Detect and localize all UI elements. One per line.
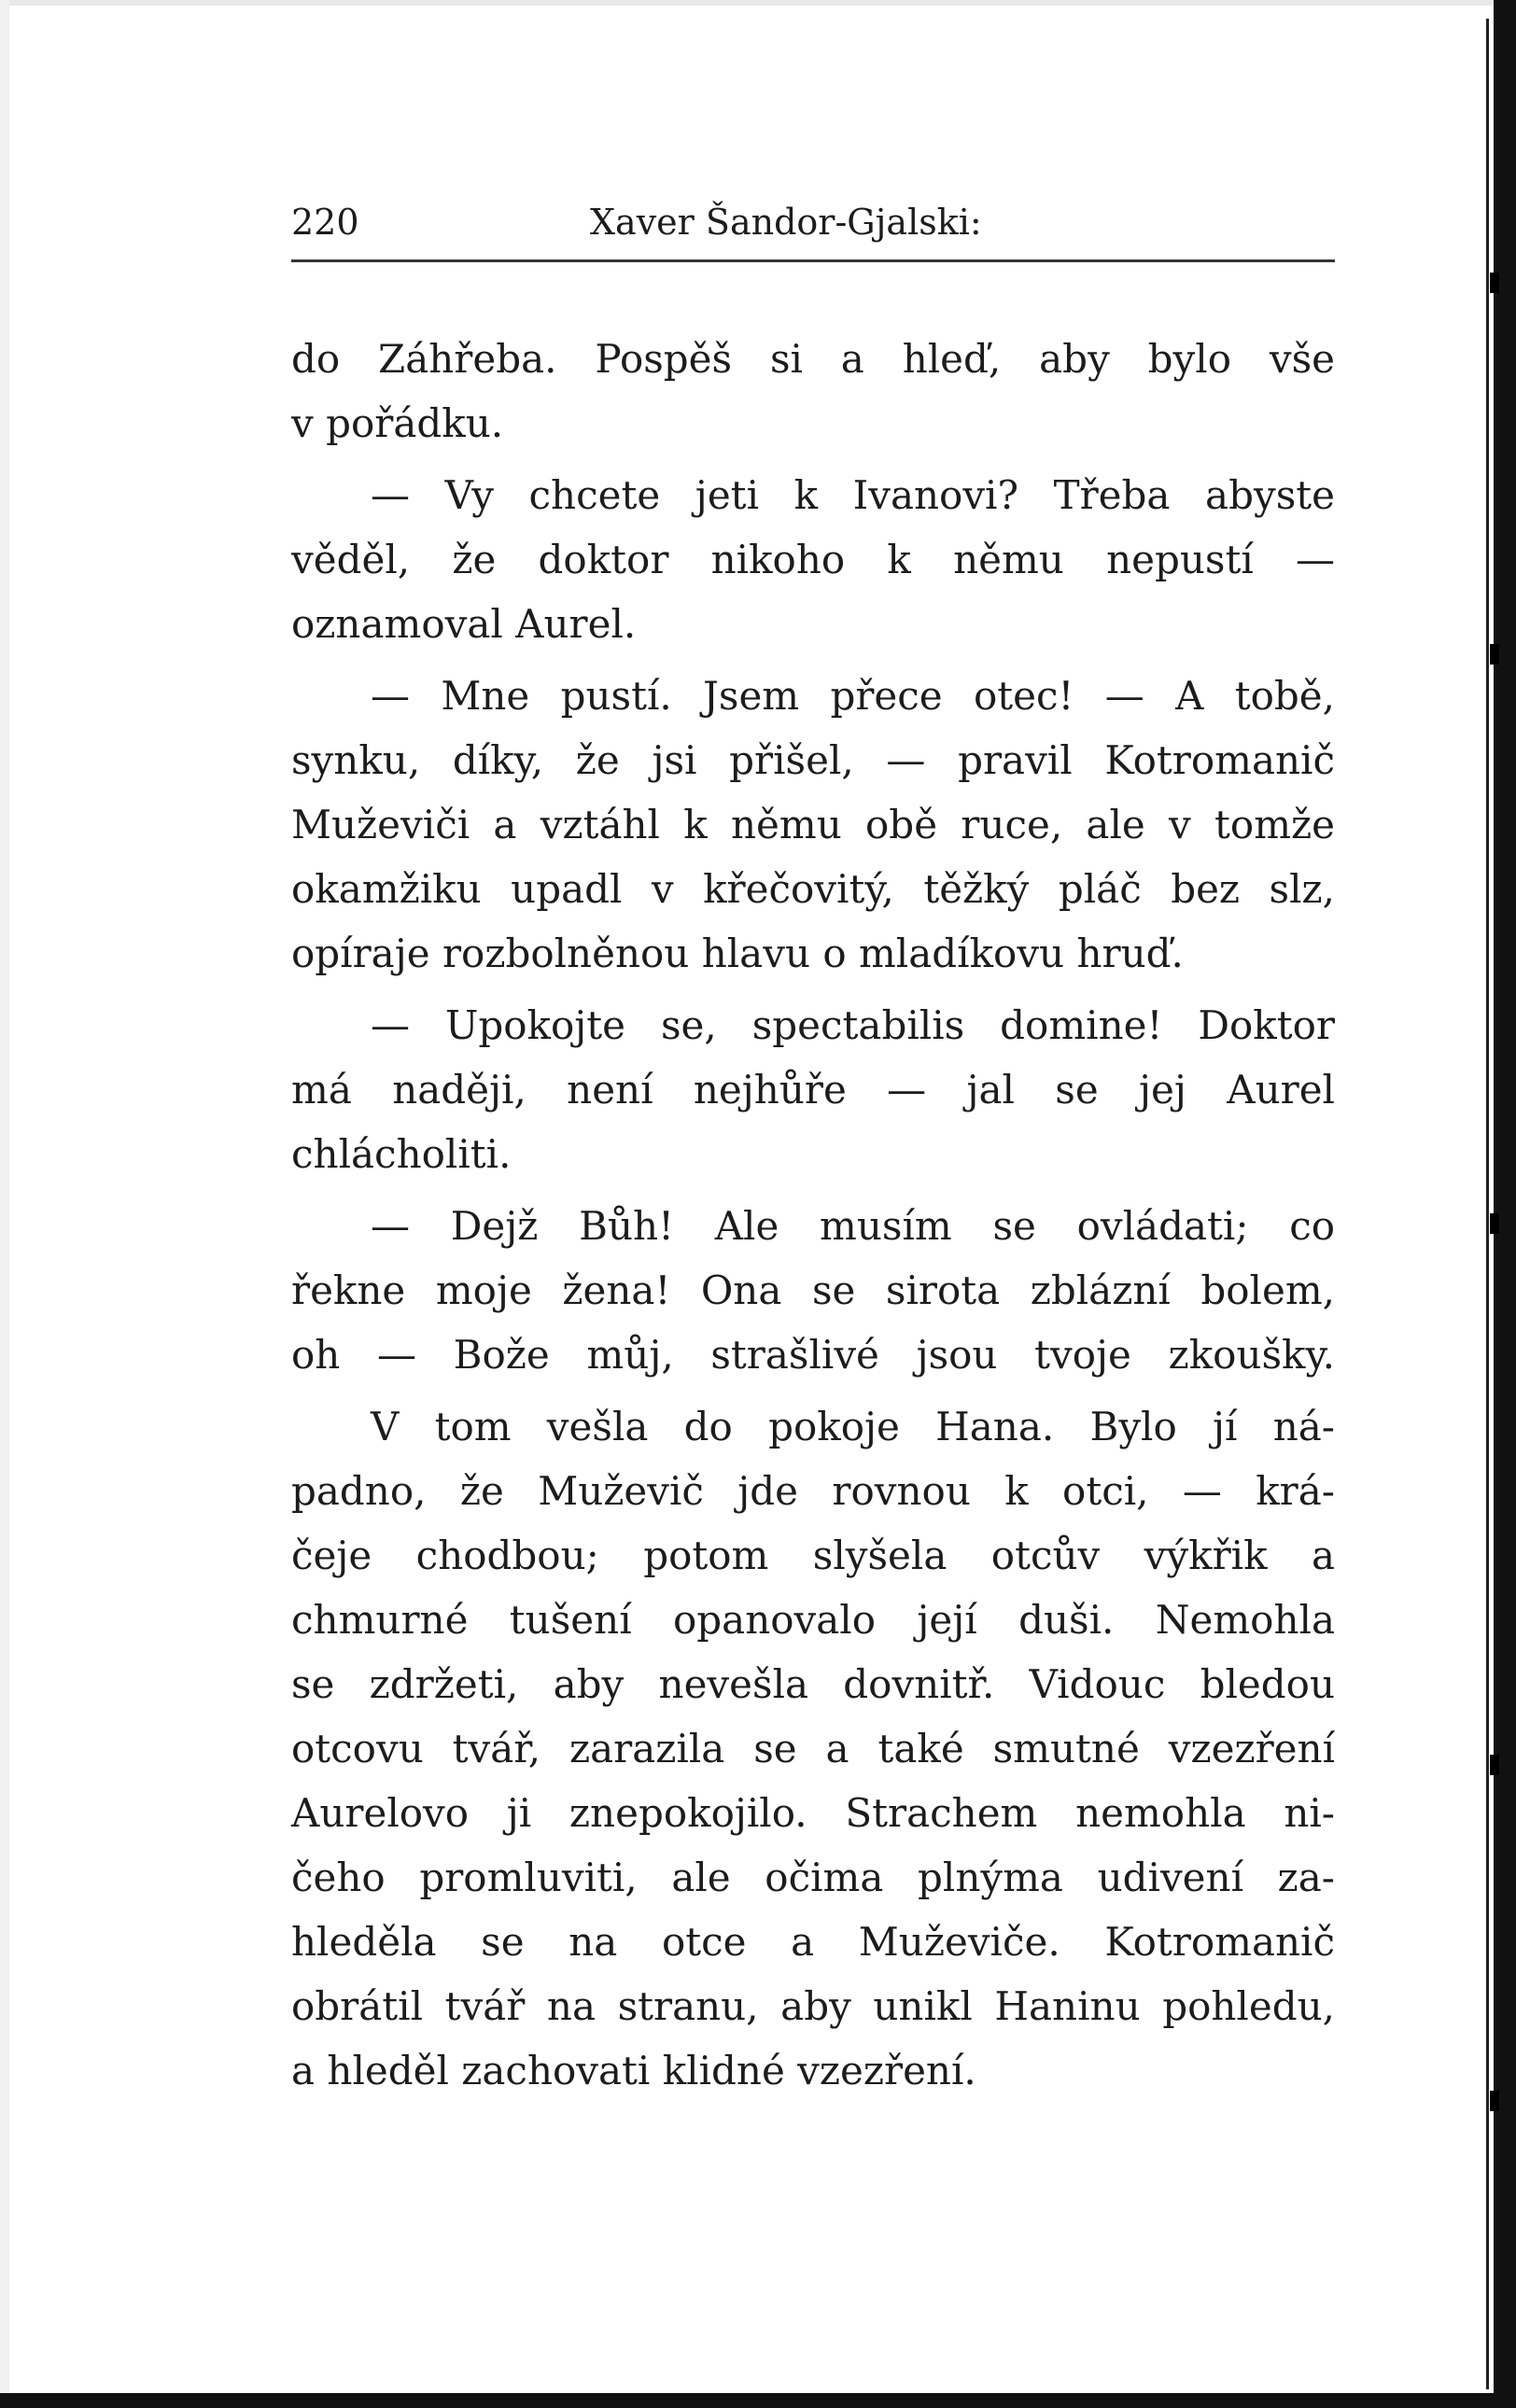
text-line: otcovu tvář, zarazila se a také smutné vzezření xyxy=(291,1726,1335,1771)
text-line: chmurné tušení opanovalo její duši. Nemohla xyxy=(291,1597,1335,1643)
scan-right-edge xyxy=(1494,0,1516,2408)
text-line: hleděla se na otce a Muževiče. Kotromanič xyxy=(291,1919,1335,1965)
paragraph xyxy=(291,463,1335,656)
scan-bottom-edge xyxy=(0,2393,1516,2408)
text-line: — Dejž Bůh! Ale musím se ovládati; co xyxy=(371,1203,1335,1249)
edge-mark xyxy=(1490,2091,1499,2111)
text-line: okamžiku upadl v křečovitý, těžký pláč bez slz, xyxy=(291,866,1335,912)
scan-top-edge xyxy=(0,0,1516,6)
text-line: V tom vešla do pokoje Hana. Bylo jí ná- xyxy=(371,1404,1335,1449)
text-line: obrátil tvář na stranu, aby unikl Haninu pohledu, xyxy=(291,1983,1335,2029)
body-text xyxy=(291,327,1335,2110)
text-line: — Mne pustí. Jsem přece otec! — A tobě, xyxy=(371,673,1335,719)
text-line: věděl, že doktor nikoho k němu nepustí — xyxy=(291,537,1335,582)
paragraph xyxy=(291,327,1335,455)
paragraph xyxy=(291,1394,1335,2103)
text-line: čeje chodbou; potom slyšela otcův výkřik a xyxy=(291,1533,1335,1578)
text-line: chlácholiti. xyxy=(291,1131,512,1177)
text-line: oznamoval Aurel. xyxy=(291,601,637,647)
running-title: Xaver Šandor-Gjalski: xyxy=(590,202,982,243)
text-line: opíraje rozbolněnou hlavu o mladíkovu hruď. xyxy=(291,931,1184,976)
text-line: oh — Bože můj, strašlivé jsou tvoje zkoušky. xyxy=(291,1332,1335,1378)
text-line: padno, že Muževič jde rovnou k otci, — krá- xyxy=(291,1468,1335,1514)
page-header xyxy=(291,194,1335,250)
edge-mark xyxy=(1490,1755,1499,1775)
text-line: Aurelovo ji znepokojilo. Strachem nemohla ni- xyxy=(291,1790,1335,1836)
text-line: — Vy chcete jeti k Ivanovi? Třeba abyste xyxy=(371,472,1335,518)
edge-mark xyxy=(1490,644,1499,665)
edge-mark xyxy=(1490,1213,1499,1234)
text-line: má naději, není nejhůře — jal se jej Aurel xyxy=(291,1067,1335,1113)
text-line: se zdržeti, aby nevešla dovnitř. Vidouc bledou xyxy=(291,1661,1335,1707)
text-line: čeho promluviti, ale očima plnýma udivení za- xyxy=(291,1855,1335,1900)
page-number: 220 xyxy=(291,202,359,243)
text-line: Muževiči a vztáhl k němu obě ruce, ale v tomže xyxy=(291,802,1335,847)
text-line: synku, díky, že jsi přišel, — pravil Kotromanič xyxy=(291,737,1335,783)
edge-mark xyxy=(1490,273,1499,293)
text-line: řekne moje žena! Ona se sirota zblázní bolem, xyxy=(291,1267,1335,1313)
text-line: — Upokojte se, spectabilis domine! Doktor xyxy=(371,1002,1335,1048)
text-line: v pořádku. xyxy=(291,400,504,446)
paragraph xyxy=(291,993,1335,1186)
header-rule xyxy=(291,259,1335,262)
paragraph xyxy=(291,1194,1335,1387)
text-line: a hleděl zachovati klidné vzezření. xyxy=(291,2048,976,2093)
scan-left-edge xyxy=(0,0,9,2408)
paragraph xyxy=(291,664,1335,986)
text-line: do Záhřeba. Pospěš si a hleď, aby bylo vše xyxy=(291,336,1335,382)
